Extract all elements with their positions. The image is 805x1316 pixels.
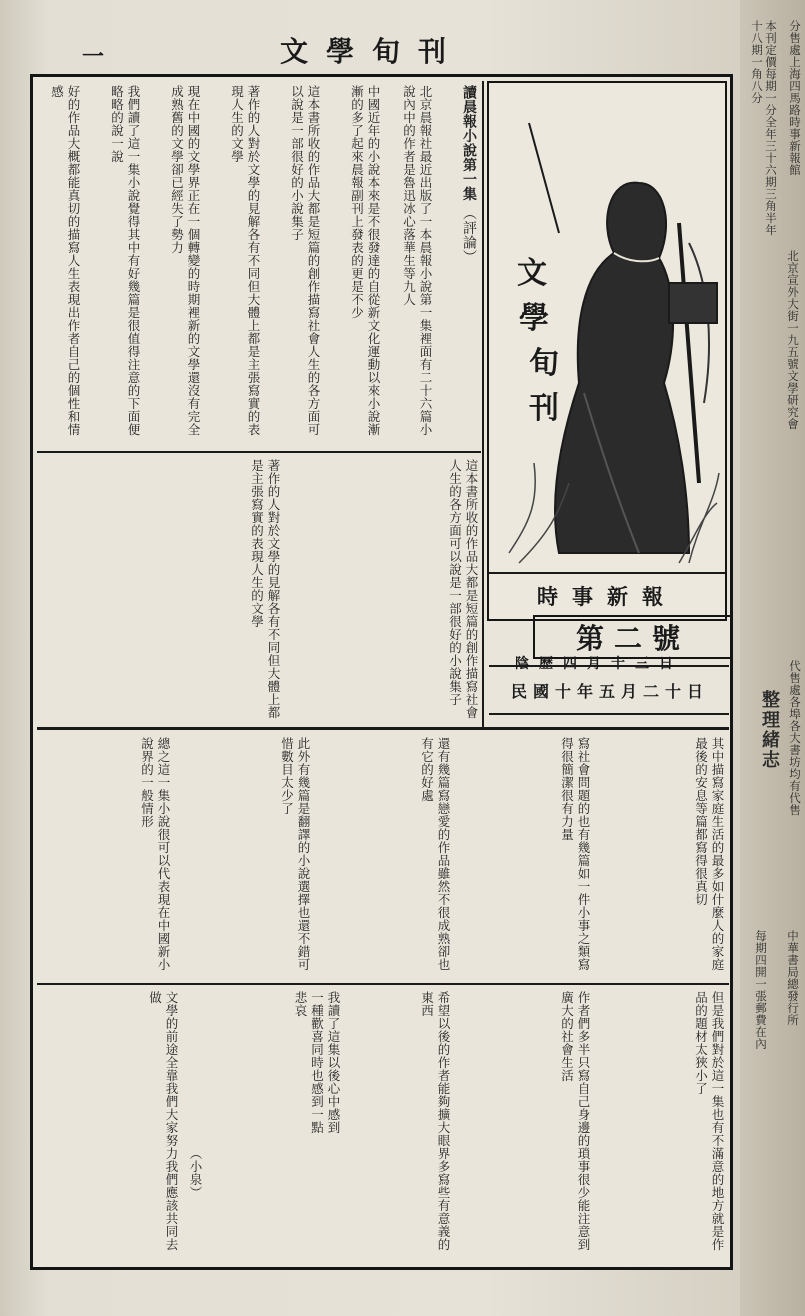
subscription-info: 中華書局總發行所	[786, 930, 800, 1026]
article-paragraph: 總之這一集小說很可以代表現在中國新小說界的一般情形	[139, 737, 171, 971]
article-byline: （評論）	[461, 205, 477, 264]
calligraphy-char: 文	[517, 256, 547, 291]
author-signature: （小泉）	[188, 1147, 203, 1199]
divider	[37, 727, 729, 730]
subscription-info: 本刊定價每期一分全年三十六期三角半年十八期一角八分	[750, 20, 778, 236]
article-paragraph: 好的作品大概都能真切的描寫人生表現出作者自己的個性和情感	[49, 85, 81, 436]
issue-number: 第二號	[533, 615, 733, 659]
article-paragraph: 還有幾篇寫戀愛的作品雖然不很成熟卻也有它的好處	[419, 737, 451, 971]
illustration-box	[487, 81, 727, 621]
article-paragraph: 其中描寫家庭生活的最多如什麼人的家庭最後的安息等篇都寫得很真切	[693, 737, 725, 971]
advertisement-title: 整理緒志	[759, 690, 780, 770]
article-paragraph: 著作的人對於文學的見解各有不同但大體上都是主張寫實的表現人生的文學	[229, 85, 261, 436]
article-paragraph: 著作的人對於文學的見解各有不同但大體上都是主張寫實的表現人生的文學	[249, 459, 281, 719]
article-title: 讀晨報小說第一集	[461, 85, 477, 201]
subscription-info: 分售處上海四馬路時事新報館	[788, 20, 802, 176]
article-paragraph: 文學的前途全靠我們大家努力我們應該共同去做	[147, 991, 179, 1251]
calligraphy-char: 刊	[529, 391, 559, 426]
subscription-info: 每期四開一張郵費在內	[754, 930, 768, 1050]
divider	[37, 983, 729, 985]
divider	[489, 713, 729, 715]
calligraphy-char: 學	[519, 301, 549, 336]
article-paragraph: 寫社會問題的也有幾篇如一件小事之類寫得很簡潔很有力量	[559, 737, 591, 971]
adjacent-page-strip	[740, 0, 805, 1316]
article-paragraph: 我們讀了這一集小說覺得其中有好幾篇是很值得注意的下面便略略的說一說	[109, 85, 141, 436]
article-paragraph: 這本書所收的作品大都是短篇的創作描寫社會人生的各方面可以說是一部很好的小說集子	[289, 85, 321, 436]
article-paragraph: 中國近年的小說本來是不很發達的自從新文化運動以來小說漸漸的多了起來晨報副刊上發表的更是不少	[349, 85, 381, 436]
subscription-info: 北京宣外大街一九五號文學研究會	[786, 250, 800, 430]
woman-illustration	[489, 83, 725, 619]
divider	[482, 81, 484, 727]
article-paragraph: 希望以後的作者能夠擴大眼界多寫些有意義的東西	[419, 991, 451, 1251]
calligraphy-char: 旬	[529, 346, 559, 381]
date-gregorian: 民國十年五月二十日	[510, 682, 709, 701]
article-title-column	[435, 85, 479, 445]
subscription-info: 代售處各埠各大書坊均有代售	[788, 660, 802, 816]
article-paragraph: 現在中國的文學界正在一個轉變的時期裡新的文學還沒有完全成熟舊的文學卻已經失了勢力	[169, 85, 201, 436]
article-paragraph: 作者們多半只寫自己身邊的瑣事很少能注意到廣大的社會生活	[559, 991, 591, 1251]
page-number: 一	[82, 44, 105, 70]
article-paragraph: 此外有幾篇是翻譯的小說選擇也還不錯可惜數目太少了	[279, 737, 311, 971]
article-paragraph: 我讀了這集以後心中感到一種歡喜同時也感到一點悲哀	[293, 991, 341, 1134]
date-lunar: 陰歷四月十三日	[515, 656, 683, 672]
article-paragraph: 北京晨報社最近出版了一本晨報小說第一集裡面有二十六篇小說內中的作者是魯迅冰心落華生等九人	[401, 85, 433, 436]
article-paragraph: 但是我們對於這一集也有不滿意的地方就是作品的題材太狹小了	[693, 991, 725, 1251]
article-paragraph: 這本書所收的作品大都是短篇的創作描寫社會人生的各方面可以說是一部很好的小說集子	[447, 459, 479, 719]
divider	[37, 451, 481, 453]
masthead-title: 文學旬刊	[280, 35, 465, 68]
illustration-caption: 時事新報	[537, 584, 677, 609]
main-frame	[30, 74, 733, 1270]
